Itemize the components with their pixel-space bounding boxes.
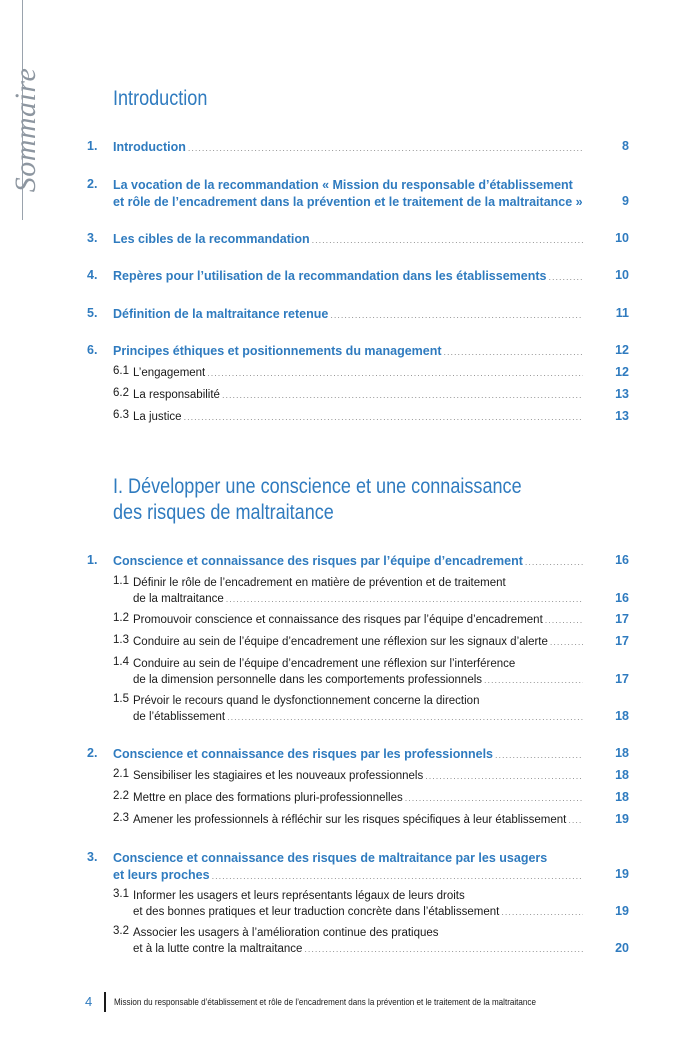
toc-entry-number: 4. <box>87 268 98 282</box>
toc-entry-label <box>113 746 583 764</box>
toc-entry-text: Principes éthiques et positionnements du management <box>113 344 442 358</box>
toc-entry-number: 2.1 <box>113 768 129 780</box>
toc-entry-text: Définition de la maltraitance retenue <box>113 307 329 321</box>
toc-entry-label <box>133 575 583 607</box>
toc-entry-label <box>113 850 583 885</box>
footer-page-number: 4 <box>85 994 93 1009</box>
section-title-line: des risques de maltraitance <box>113 501 334 524</box>
sidebar-title: Sommaire <box>9 67 42 193</box>
toc-entry-label <box>113 306 583 324</box>
toc-entry-label <box>133 409 583 425</box>
section-title-line: I. Développer une conscience et une connaissance <box>113 475 522 498</box>
toc-entry-page: 17 <box>615 672 629 686</box>
toc-entry-label <box>133 693 583 725</box>
toc-entry-page: 17 <box>615 634 629 648</box>
dot-leader <box>545 612 583 628</box>
toc-entry-text: La justice <box>133 411 182 423</box>
toc-entry-text: Conscience et connaissance des risques par les professionnels <box>113 747 494 761</box>
toc-entry-page: 12 <box>615 343 629 357</box>
toc-entry-number: 2. <box>87 177 98 191</box>
dot-leader <box>495 747 583 764</box>
toc-entry-page: 19 <box>615 904 629 918</box>
footer-divider <box>104 992 106 1012</box>
toc-entry-page: 19 <box>615 812 629 826</box>
toc-entry-page: 16 <box>615 553 629 567</box>
toc-entry-label <box>113 177 583 212</box>
toc-entry-label <box>113 139 583 157</box>
toc-entry-page: 9 <box>622 194 629 208</box>
toc-entry-text: Repères pour l’utilisation de la recommandation dans les établissements <box>113 269 547 283</box>
toc-entry-text: L’engagement <box>133 367 206 379</box>
toc-entry-text: de la dimension personnelle dans les comportements professionnels <box>133 674 483 686</box>
toc-entry-label <box>113 231 583 249</box>
toc-entry-text: Conscience et connaissance des risques par l’équipe d’encadrement <box>113 554 523 568</box>
toc-entry-text: Promouvoir conscience et connaissance des risques par l’équipe d’encadrement <box>133 614 543 626</box>
toc-entry-page: 18 <box>615 709 629 723</box>
section-title-introduction <box>113 86 207 112</box>
dot-leader <box>188 140 583 157</box>
toc-entry-label <box>133 656 583 688</box>
toc-entry-number: 5. <box>87 306 98 320</box>
toc-entry-number: 3. <box>87 850 98 864</box>
toc-entry-label <box>133 387 583 403</box>
footer-running-title: Mission du responsable d’établissement et rôle de l’encadrement dans la prévention et le traitement de la maltraitance <box>114 997 536 1008</box>
dot-leader <box>304 941 583 957</box>
dot-leader <box>425 768 583 784</box>
dot-leader <box>207 365 583 381</box>
toc-entry-label <box>133 790 583 806</box>
toc-entry-number: 1.1 <box>113 575 129 587</box>
toc-entry-label <box>133 634 583 650</box>
toc-entry-number: 2.2 <box>113 790 129 802</box>
toc-entry-page: 20 <box>615 941 629 955</box>
toc-entry-number: 1.3 <box>113 634 129 646</box>
toc-entry-text: et leurs proches <box>113 868 210 882</box>
toc-entry-text: Introduction <box>113 140 186 154</box>
toc-entry-label <box>113 553 583 571</box>
toc-entry-page: 12 <box>615 365 629 379</box>
dot-leader <box>212 868 583 885</box>
toc-entry-label <box>113 268 583 286</box>
toc-entry-number: 6.3 <box>113 409 129 421</box>
toc-entry-page: 10 <box>615 268 629 282</box>
section-title-part-1 <box>113 474 522 526</box>
toc-entry-text: La responsabilité <box>133 389 220 401</box>
toc-entry-number: 1.5 <box>113 693 129 705</box>
toc-entry-text: Sensibiliser les stagiaires et les nouveaux professionnels <box>133 770 424 782</box>
toc-entry-text: La vocation de la recommandation « Mission du responsable d’établissement <box>113 178 573 192</box>
toc-entry-text: et rôle de l’encadrement dans la prévention et le traitement de la maltraitance » <box>113 195 583 209</box>
toc-entry-page: 18 <box>615 768 629 782</box>
dot-leader <box>227 709 583 725</box>
dot-leader <box>484 672 583 688</box>
dot-leader <box>568 812 583 828</box>
toc-entry-text: Amener les professionnels à réfléchir sur les risques spécifiques à leur établissement <box>133 814 567 826</box>
dot-leader <box>525 554 583 571</box>
toc-entry-page: 18 <box>615 746 629 760</box>
toc-entry-text: Informer les usagers et leurs représentants légaux de leurs droits <box>133 890 465 902</box>
toc-entry-page: 19 <box>615 867 629 881</box>
toc-entry-number: 3.1 <box>113 888 129 900</box>
dot-leader <box>222 387 583 403</box>
dot-leader <box>444 344 583 361</box>
toc-entry-label <box>133 768 583 784</box>
toc-entry-number: 1. <box>87 553 98 567</box>
toc-entry-page: 8 <box>622 139 629 153</box>
toc-entry-page: 17 <box>615 612 629 626</box>
toc-entry-number: 2.3 <box>113 812 129 824</box>
toc-entry-number: 3. <box>87 231 98 245</box>
toc-entry-text: de la maltraitance <box>133 593 224 605</box>
toc-entry-page: 13 <box>615 387 629 401</box>
toc-entry-page: 13 <box>615 409 629 423</box>
toc-entry-text: Mettre en place des formations pluri-professionnelles <box>133 792 403 804</box>
dot-leader <box>501 904 583 920</box>
dot-leader <box>312 232 583 249</box>
dot-leader <box>550 634 583 650</box>
dot-leader <box>330 307 583 324</box>
toc-entry-text: Prévoir le recours quand le dysfonctionnement concerne la direction <box>133 695 480 707</box>
toc-entry-number: 1.2 <box>113 612 129 624</box>
toc-entry-text: Conscience et connaissance des risques de maltraitance par les usagers <box>113 851 548 865</box>
toc-entry-text: de l’établissement <box>133 711 226 723</box>
toc-entry-number: 1. <box>87 139 98 153</box>
toc-entry-text: et à la lutte contre la maltraitance <box>133 943 303 955</box>
toc-entry-number: 3.2 <box>113 925 129 937</box>
dot-leader <box>548 269 583 286</box>
toc-entry-label <box>133 888 583 920</box>
dot-leader <box>405 790 583 806</box>
toc-entry-text: Définir le rôle de l’encadrement en matière de prévention et de traitement <box>133 577 506 589</box>
section-title-line: Introduction <box>113 87 208 110</box>
toc-entry-label <box>133 925 583 957</box>
toc-entry-number: 1.4 <box>113 656 129 668</box>
toc-entry-page: 16 <box>615 591 629 605</box>
toc-entry-number: 6.1 <box>113 365 129 377</box>
toc-entry-number: 2. <box>87 746 98 760</box>
toc-entry-label <box>133 365 583 381</box>
toc-entry-text: Les cibles de la recommandation <box>113 232 310 246</box>
toc-entry-page: 10 <box>615 231 629 245</box>
toc-entry-text: Associer les usagers à l’amélioration continue des pratiques <box>133 927 439 939</box>
toc-entry-page: 18 <box>615 790 629 804</box>
toc-entry-text: Conduire au sein de l’équipe d’encadrement une réflexion sur les signaux d’alerte <box>133 636 548 648</box>
toc-entry-page: 11 <box>615 306 629 320</box>
toc-entry-label <box>113 343 583 361</box>
toc-entry-number: 6. <box>87 343 98 357</box>
dot-leader <box>184 409 583 425</box>
dot-leader <box>226 591 583 607</box>
toc-entry-label <box>133 612 583 628</box>
toc-entry-label <box>133 812 583 828</box>
toc-entry-number: 6.2 <box>113 387 129 399</box>
toc-entry-text: et des bonnes pratiques et leur traduction concrète dans l’établissement <box>133 906 500 918</box>
toc-entry-text: Conduire au sein de l’équipe d’encadrement une réflexion sur l’interférence <box>133 658 516 670</box>
